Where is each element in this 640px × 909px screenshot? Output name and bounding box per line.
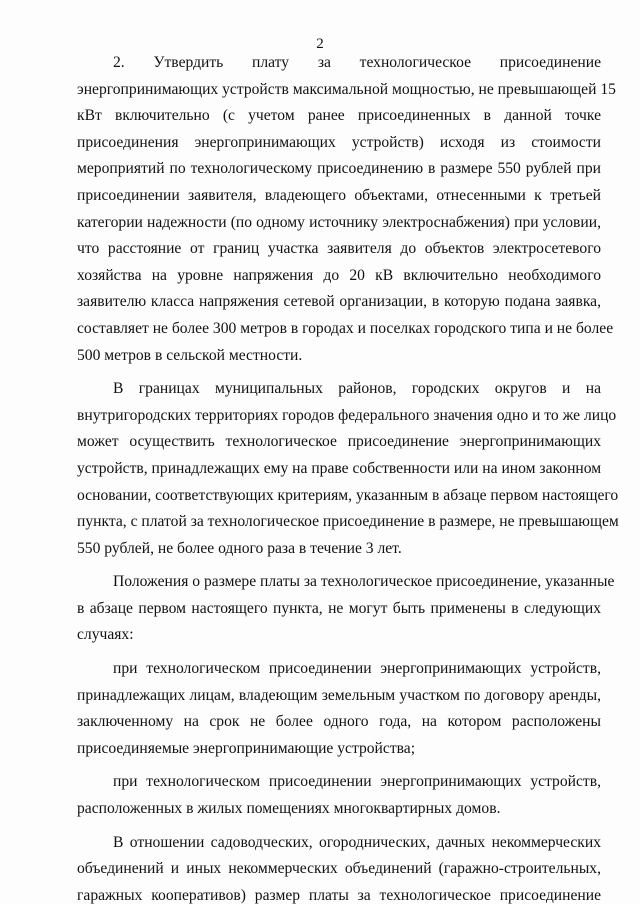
paragraph: [77, 830, 601, 909]
text-line: гаражных кооперативов) размер платы за технологическое присоединение: [77, 886, 601, 904]
paragraph-gap: [77, 823, 601, 830]
text-line: кВт включительно (с учетом ранее присоединенных в данной точке: [77, 107, 601, 125]
text-line: заявителю класса напряжения сетевой организации, в которую подана заявка,: [77, 293, 601, 311]
text-line: внутригородских территориях городов федерального значения одно и то же лицо: [77, 406, 617, 424]
paragraph-gap: [77, 649, 601, 656]
text-line: может осуществить технологическое присоединение энергопринимающих: [77, 433, 601, 451]
text-line: 500 метров в сельской местности.: [77, 346, 303, 364]
text-line: Положения о размере платы за технологическое присоединение, указанные: [113, 573, 615, 591]
text-line: категории надежности (по одному источнику электроснабжения) при условии,: [77, 213, 601, 231]
text-line: энергопринимающих устройств максимальной мощностью, не превышающей 15: [77, 80, 616, 98]
paragraph-gap: [77, 762, 601, 769]
paragraph-gap: [77, 369, 601, 376]
text-line: заключенному на срок не более одного года, на котором расположены: [77, 713, 601, 731]
page-number: 2: [316, 36, 324, 52]
text-line: объединений и иных некоммерческих объединений (гаражно-строительных,: [77, 860, 601, 878]
paragraph: [77, 569, 615, 649]
text-line: В границах муниципальных районов, городских округов и на: [113, 380, 601, 398]
text-line: 2. Утвердить плату за технологическое присоединение: [113, 54, 601, 71]
text-line: случаях:: [77, 626, 134, 644]
text-line: составляет не более 300 метров в городах и поселках городского типа и не более: [77, 319, 614, 337]
text-line: в абзаце первом настоящего пункта, не могут быть применены в следующих: [77, 599, 601, 617]
text-line: В отношении садоводческих, огороднических, дачных некоммерческих: [113, 833, 601, 851]
text-line: основании, соответствующих критериям, указанным в абзаце первом настоящего: [77, 486, 619, 504]
text-line: присоединяемые энергопринимающие устройства;: [77, 739, 416, 757]
text-line: при технологическом присоединении энергопринимающих устройств,: [113, 660, 601, 678]
text-line: при технологическом присоединении энергопринимающих устройств,: [113, 773, 601, 791]
text-line: что расстояние от границ участка заявителя до объектов электросетевого: [77, 240, 601, 258]
paragraph-gap: [77, 562, 601, 569]
text-line: присоединении заявителя, владеющего объектами, отнесенными к третьей: [77, 186, 601, 204]
paragraph: [77, 376, 619, 562]
text-line: устройств, принадлежащих ему на праве собственности или на ином законном: [77, 459, 602, 477]
text-line: присоединения энергопринимающих устройств) исходя из стоимости: [77, 133, 601, 151]
document-body: [77, 50, 619, 909]
text-line: расположенных в жилых помещениях многоквартирных домов.: [77, 800, 501, 818]
text-line: хозяйства на уровне напряжения до 20 кВ включительно необходимого: [77, 266, 601, 284]
text-line: принадлежащих лицам, владеющим земельным участком по договору аренды,: [77, 686, 601, 704]
text-line: пункта, с платой за технологическое присоединение в размере, не превышающем: [77, 513, 619, 531]
paragraph: [77, 656, 601, 762]
text-line: мероприятий по технологическому присоединению в размере 550 рублей при: [77, 160, 601, 178]
text-line: 550 рублей, не более одного раза в течение 3 лет.: [77, 539, 402, 557]
paragraph: [77, 769, 601, 822]
paragraph: [77, 50, 616, 369]
